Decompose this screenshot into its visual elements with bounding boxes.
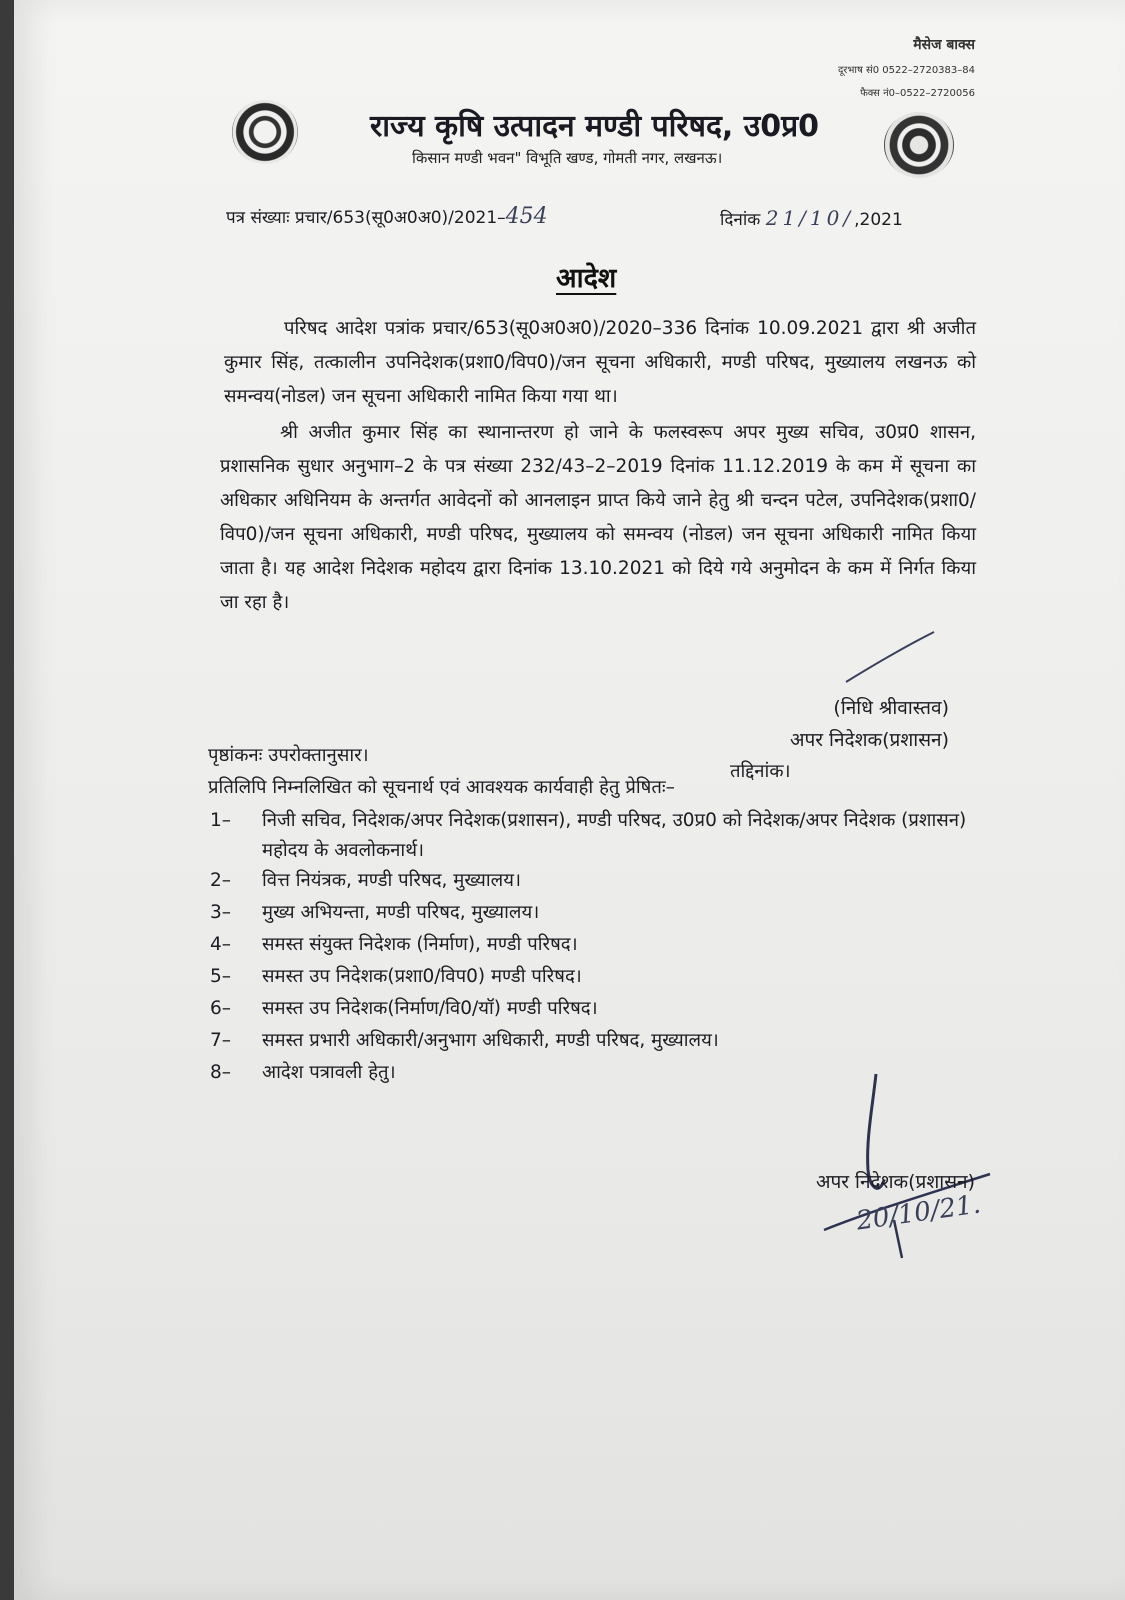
- copy-text: समस्त उप निदेशक(निर्माण/वि0/यॉ) मण्डी परिषद।: [262, 998, 598, 1019]
- contact-title: मैसेज बाक्स: [913, 37, 975, 53]
- copy-text: आदेश पत्रावली हेतु।: [262, 1062, 396, 1083]
- copy-text: समस्त प्रभारी अधिकारी/अनुभाग अधिकारी, मण्डी परिषद, मुख्यालय।: [262, 1030, 719, 1051]
- paragraph-2-text: श्री अजीत कुमार सिंह का स्थानान्तरण हो जाने के फलस्वरूप अपर मुख्य सचिव, उ0प्र0 शासन, प्रशासनिक सुधार अनुभाग–2 के पत्र संख्या 232/43–2–2019 दिनांक 11.12.2019 के कम में सूचना का अधिकार अधिनियम के अन्तर्गत आवेदनों को आनलाइन प्राप्त किये जाने हेतु श्री चन्दन पटेल, उपनिदेशक(प्रशा0/विप0)/जन सूचना अधिकारी, मण्डी परिषद, मुख्यालय को समन्वय (नोडल) जन सूचना अधिकारी नामित किया जाता है। यह आदेश निदेशक महोदय द्वारा दिनांक 13.10.2021 को दिये गये अनुमोदन के कम में निर्गत किया जा रहा है।: [220, 422, 976, 613]
- organization-address: किसान मण्डी भवन" विभूति खण्ड, गोमती नगर, लखनऊ।: [412, 149, 723, 167]
- copy-number: 1–: [210, 810, 232, 831]
- order-paragraph-1: [224, 312, 976, 414]
- order-paragraph-2: [220, 416, 976, 620]
- endorsement-label: पृष्ठांकनः उपरोक्तानुसार।: [208, 745, 369, 766]
- copy-number: 4–: [210, 934, 232, 955]
- copy-number: 8–: [210, 1062, 232, 1083]
- emblem-left-icon: [232, 100, 298, 164]
- copy-intro: प्रतिलिपि निम्नलिखित को सूचनार्थ एवं आवश्यक कार्यवाही हेतु प्रेषितः–: [208, 777, 675, 798]
- letter-date: [720, 206, 903, 230]
- final-designation: अपर निदेशक(प्रशासन): [815, 1171, 975, 1193]
- fax-number: फैक्स नं0–0522–2720056: [860, 88, 975, 99]
- copy-text: निजी सचिव, निदेशक/अपर निदेशक(प्रशासन), मण्डी परिषद, उ0प्र0 को निदेशक/अपर निदेशक (प्रशासन) महोदय के अवलोकनार्थ।: [262, 810, 967, 861]
- signatory-designation: अपर निदेशक(प्रशासन): [789, 729, 949, 751]
- letter-number: [226, 204, 548, 229]
- organization-name: राज्य कृषि उत्पादन मण्डी परिषद, उ0प्र0: [370, 109, 820, 144]
- copy-text: समस्त उप निदेशक(प्रशा0/विप0) मण्डी परिषद।: [262, 966, 582, 987]
- copy-number: 6–: [210, 998, 232, 1019]
- copy-number: 7–: [210, 1030, 232, 1051]
- background-edge: [0, 0, 14, 1600]
- copy-text: समस्त संयुक्त निदेशक (निर्माण), मण्डी परिषद।: [262, 934, 578, 955]
- date-year: ,2021: [854, 210, 903, 230]
- copy-number: 2–: [210, 870, 232, 891]
- copy-number: 5–: [210, 966, 232, 987]
- copy-text: मुख्य अभियन्ता, मण्डी परिषद, मुख्यालय।: [262, 902, 540, 923]
- emblem-right-icon: [884, 112, 954, 178]
- paragraph-1-text: परिषद आदेश पत्रांक प्रचार/653(सू0अ0अ0)/2020–336 दिनांक 10.09.2021 द्वारा श्री अजीत कुमार सिंह, तत्कालीन उपनिदेशक(प्रशा0/विप0)/जन सूचना अधिकारी, मण्डी परिषद, मुख्यालय लखनऊ को समन्वय(नोडल) जन सूचना अधिकारी नामित किया गया था।: [224, 318, 976, 407]
- signature-stroke-icon: [842, 628, 942, 688]
- copy-text: वित्त नियंत्रक, मण्डी परिषद, मुख्यालय।: [262, 870, 521, 891]
- document-page: [14, 0, 1125, 1600]
- endorsement-date: तद्दिनांक।: [730, 761, 791, 782]
- date-label: दिनांक: [720, 210, 761, 230]
- signatory-name: (निधि श्रीवास्तव): [833, 697, 949, 719]
- letter-number-handwritten: 454: [505, 204, 548, 229]
- final-handwritten-date: 20/10/21.: [854, 1189, 983, 1237]
- date-handwritten: 21/10/: [765, 206, 855, 230]
- phone-number: दूरभाष सं0 0522–2720383–84: [838, 65, 975, 76]
- letter-number-prefix: पत्र संख्याः प्रचार/653(सू0अ0अ0)/2021–: [226, 208, 506, 228]
- order-heading: आदेश: [556, 263, 617, 294]
- copy-number: 3–: [210, 902, 232, 923]
